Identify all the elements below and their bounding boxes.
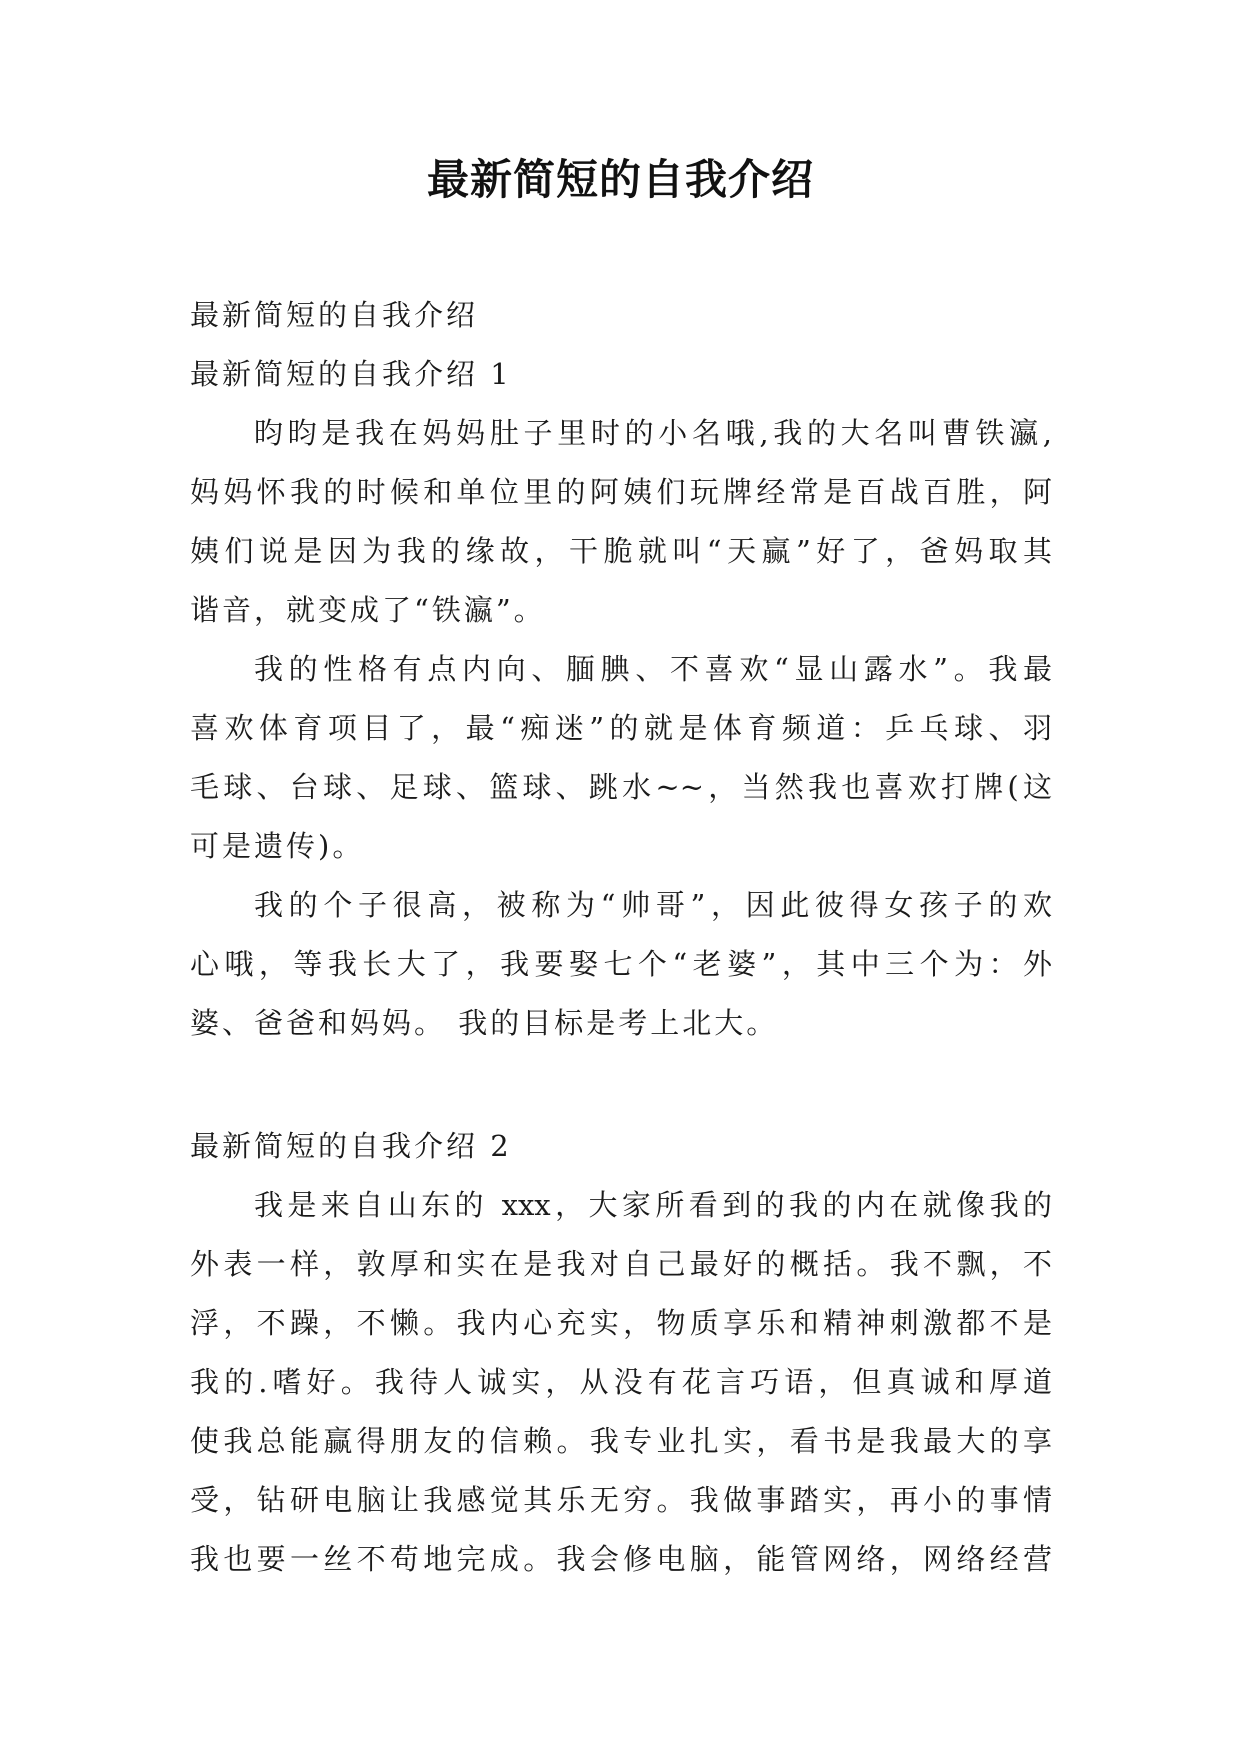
paragraph [190,1176,1052,1589]
paragraph [190,876,1052,1053]
paragraph-line: 毛球、台球、足球、篮球、跳水~~，当然我也喜欢打牌(这 [190,770,1052,804]
document-body [190,286,1052,1589]
paragraph-line: 浮，不躁，不懒。我内心充实，物质享乐和精神刺激都不是 [190,1306,1052,1340]
paragraph-line: 喜欢体育项目了，最“痴迷”的就是体育频道：乒乓球、羽 [190,711,1052,745]
section-subtitle: 最新简短的自我介绍 2 [190,1129,512,1163]
paragraph-line: 可是遗传)。 [190,829,365,863]
section-subtitle: 最新简短的自我介绍 1 [190,357,512,391]
document-title: 最新简短的自我介绍 [426,155,814,204]
paragraph-line: 我的性格有点内向、腼腆、不喜欢“显山露水”。我最 [254,652,1052,686]
paragraph-line: 我也要一丝不苟地完成。我会修电脑，能管网络，网络经营 [190,1542,1052,1576]
paragraph-line: 婆、爸爸和妈妈。 我的目标是考上北大。 [190,1006,779,1040]
paragraph-line: 昀昀是我在妈妈肚子里时的小名哦,我的大名叫曹铁瀛, [254,416,1052,450]
paragraph-line: 我的个子很高，被称为“帅哥”，因此彼得女孩子的欢 [254,888,1052,922]
paragraph-line: 我的.嗜好。我待人诚实，从没有花言巧语，但真诚和厚道 [190,1365,1052,1399]
paragraph-line: 外表一样，敦厚和实在是我对自己最好的概括。我不飘，不 [190,1247,1052,1281]
paragraph-line: 受，钻研电脑让我感觉其乐无穷。我做事踏实，再小的事情 [190,1483,1052,1517]
section-spacer [190,1053,1052,1117]
paragraph-line: 姨们说是因为我的缘故，干脆就叫“天赢”好了，爸妈取其 [190,534,1052,568]
paragraph-line: 我是来自山东的 xxx，大家所看到的我的内在就像我的 [254,1188,1052,1222]
paragraph-line: 心哦，等我长大了，我要娶七个“老婆”，其中三个为：外 [190,947,1052,981]
document-heading: 最新简短的自我介绍 [190,298,479,332]
paragraph [190,404,1052,640]
paragraph-line: 谐音，就变成了“铁瀛”。 [190,593,546,627]
paragraph [190,640,1052,876]
paragraph-line: 使我总能赢得朋友的信赖。我专业扎实，看书是我最大的享 [190,1424,1052,1458]
paragraph-line: 妈妈怀我的时候和单位里的阿姨们玩牌经常是百战百胜，阿 [190,475,1052,509]
